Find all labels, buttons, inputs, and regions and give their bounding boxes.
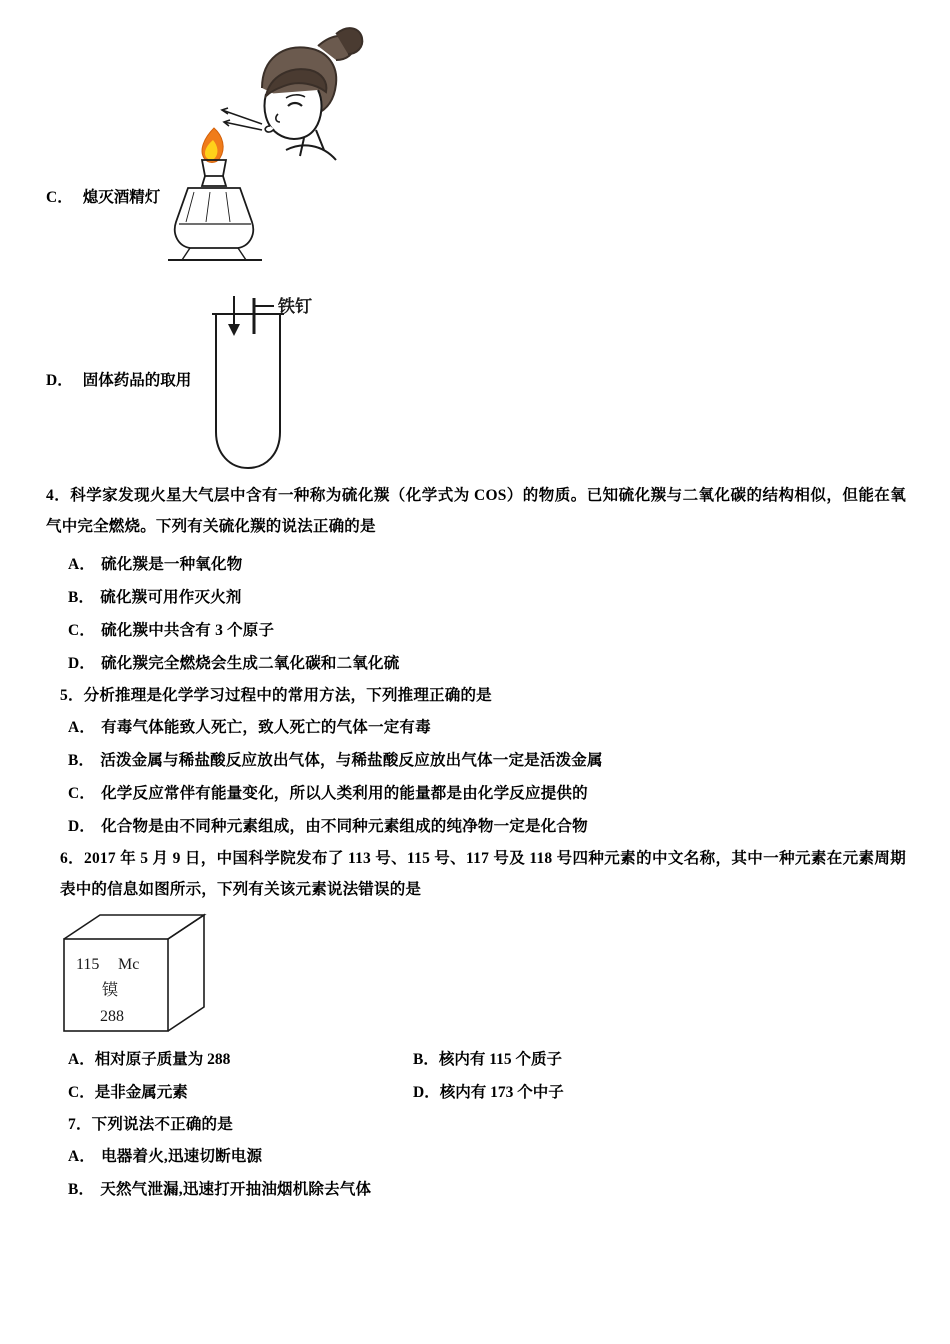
question-7-option-b[interactable]: B． 天然气泄漏,迅速打开抽油烟机除去气体 — [68, 1181, 372, 1198]
question-7-stem: 7．下列说法不正确的是 — [68, 1116, 233, 1133]
figure-option-d — [46, 290, 906, 480]
question-6-options-row-1 — [46, 1043, 906, 1076]
question-4-number: 4． — [46, 487, 71, 504]
question-4-option-a[interactable]: A． 硫化羰是一种氧化物 — [68, 556, 243, 573]
nail-label: 铁钉 — [278, 297, 312, 316]
element-cube-icon — [56, 911, 246, 1046]
question-5-option-a[interactable]: A． 有毒气体能致人死亡，致人死亡的气体一定有毒 — [68, 719, 431, 736]
element-symbol: Mc — [118, 956, 140, 973]
question-6-option-a[interactable]: A．相对原子质量为 288 — [68, 1051, 231, 1068]
question-4-option-d[interactable]: D． 硫化羰完全燃烧会生成二氧化碳和二氧化硫 — [68, 655, 400, 672]
question-5-option-b[interactable]: B． 活泼金属与稀盐酸反应放出气体，与稀盐酸反应放出气体一定是活泼金属 — [68, 752, 603, 769]
question-4-option-c[interactable]: C． 硫化羰中共含有 3 个原子 — [68, 622, 275, 639]
question-6-options-row-2 — [46, 1076, 906, 1109]
test-tube-with-iron-nail-icon — [186, 290, 466, 480]
question-4-stem: 4．科学家发现火星大气层中含有一种称为硫化羰（化学式为 COS）的物质。已知硫化羰与二氧化碳的结构相似，但能在氧气中完全燃烧。下列有关硫化羰的说法正确的是 — [46, 487, 906, 535]
question-4-option-b[interactable]: B． 硫化羰可用作灭火剂 — [68, 589, 242, 606]
question-6-option-c[interactable]: C．是非金属元素 — [68, 1084, 188, 1101]
question-5-option-d[interactable]: D． 化合物是由不同种元素组成，由不同种元素组成的纯净物一定是化合物 — [68, 818, 588, 835]
element-atomic-mass: 288 — [100, 1008, 124, 1025]
figure-d-caption: D． 固体药品的取用 — [46, 372, 192, 389]
question-5-option-c[interactable]: C． 化学反应常伴有能量变化，所以人类利用的能量都是由化学反应提供的 — [68, 785, 588, 802]
element-chinese-name: 镆 — [102, 982, 119, 999]
question-6-number: 6． — [60, 850, 85, 867]
element-info-card — [46, 911, 906, 1043]
question-7-number: 7． — [68, 1116, 92, 1133]
question-6-option-b[interactable]: B．核内有 115 个质子 — [413, 1051, 562, 1068]
alcohol-lamp-blowing-icon — [166, 10, 426, 290]
question-5-number: 5． — [60, 687, 84, 704]
figure-c-caption: C． 熄灭酒精灯 — [46, 189, 161, 206]
question-5-stem: 5．分析推理是化学学习过程中的常用方法，下列推理正确的是 — [60, 687, 492, 704]
element-atomic-number: 115 — [76, 956, 100, 973]
page-content — [46, 0, 906, 1206]
figure-option-c — [46, 0, 906, 290]
question-6-option-d[interactable]: D．核内有 173 个中子 — [413, 1084, 564, 1101]
question-6-stem: 6．2017 年 5 月 9 日，中国科学院发布了 113 号、115 号、117 号及 118 号四种元素的中文名称，其中一种元素在元素周期表中的信息如图所示，下列有关该元素说法错误的是 — [60, 850, 906, 898]
question-7-option-a[interactable]: A． 电器着火,迅速切断电源 — [68, 1148, 263, 1165]
